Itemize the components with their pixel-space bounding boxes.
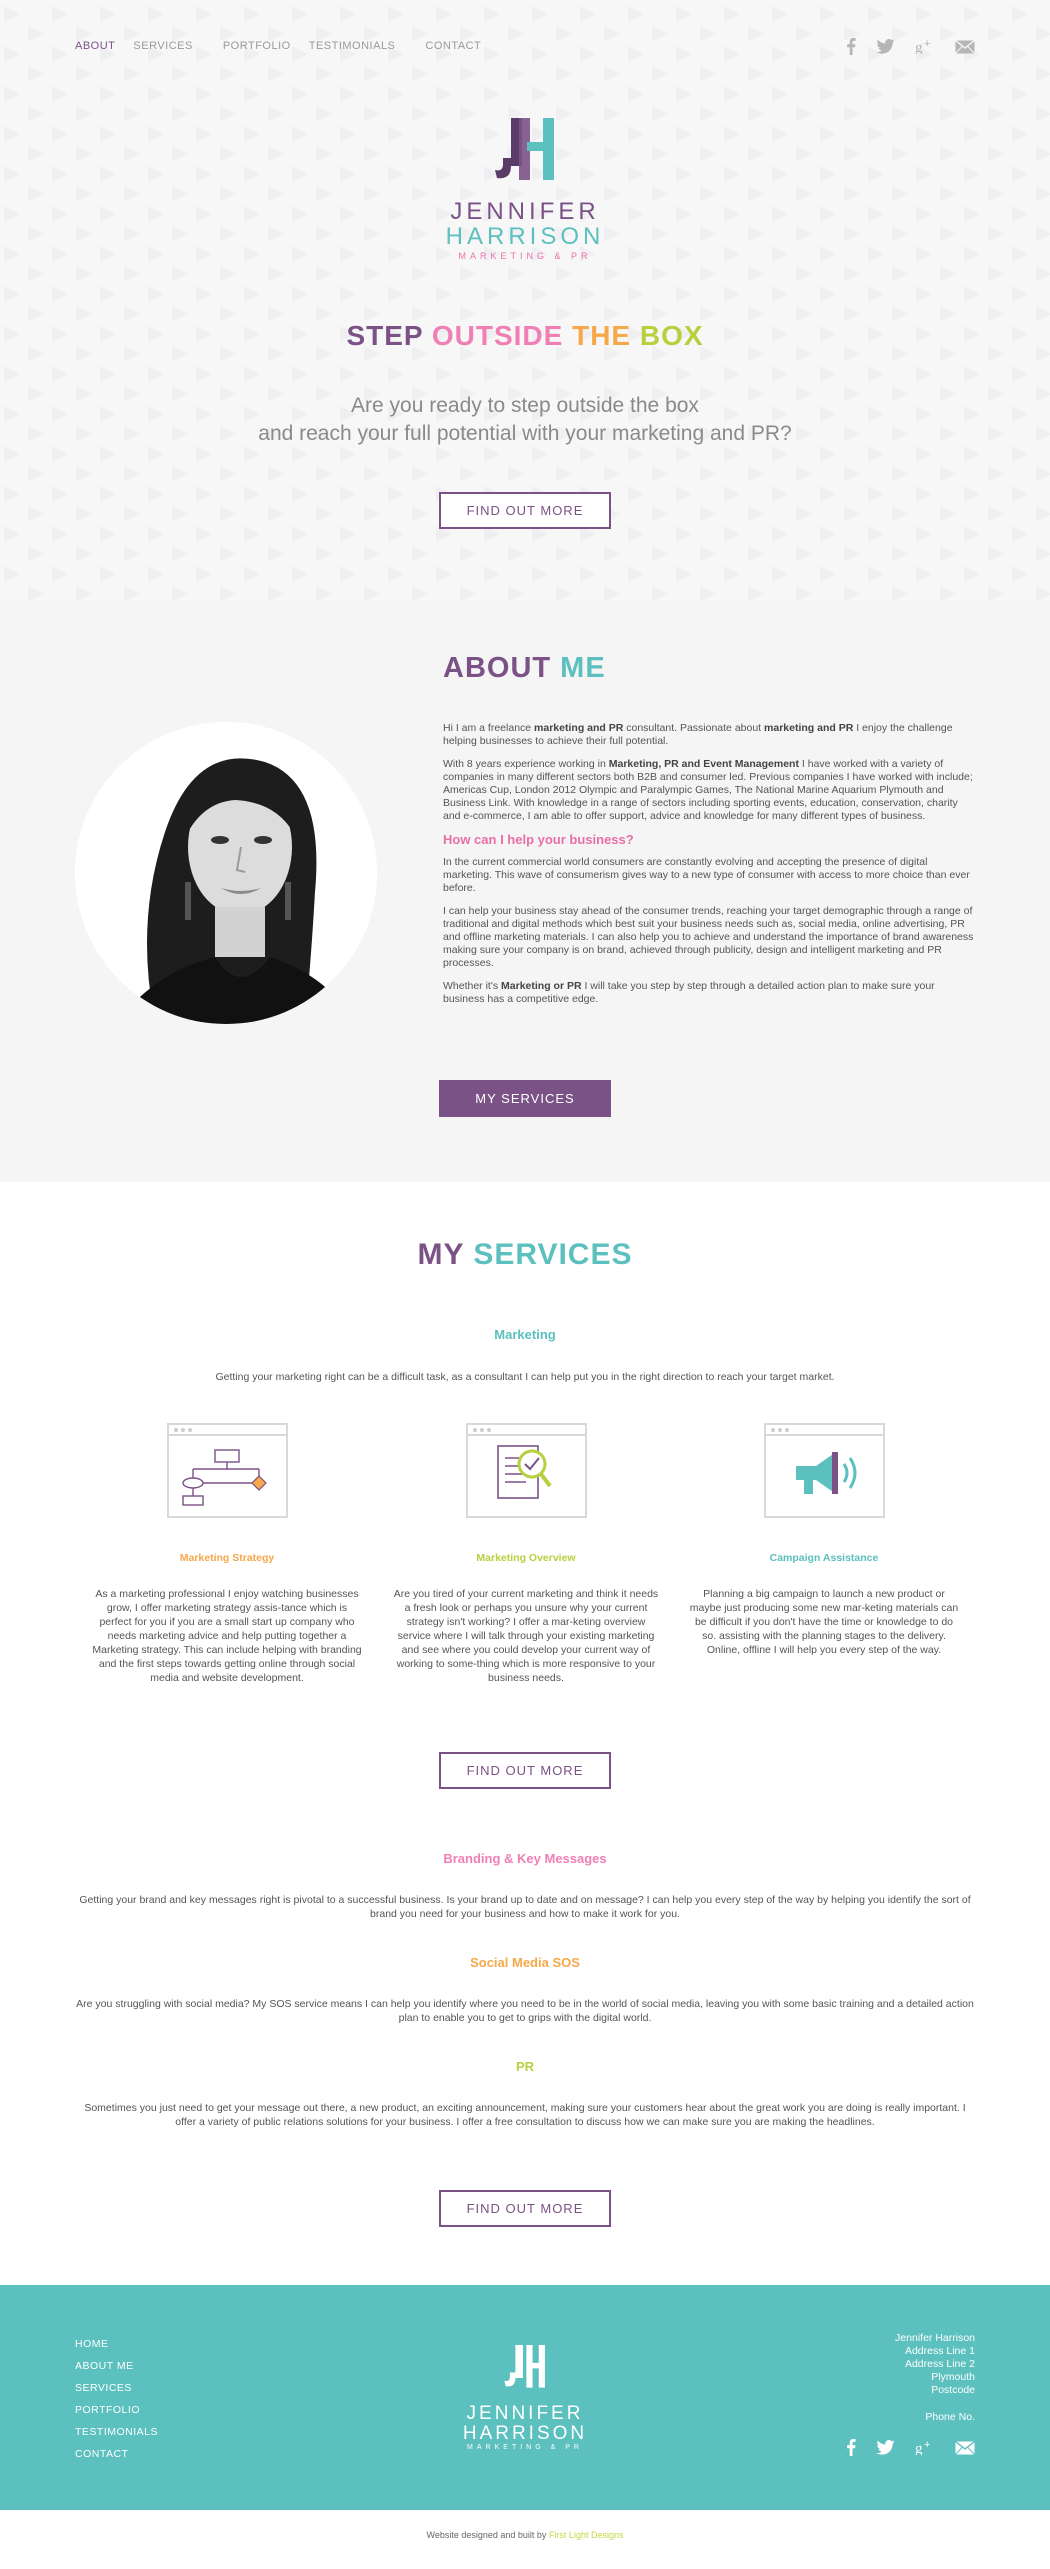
hero-subtitle xyxy=(0,392,1050,448)
pr-heading: PR xyxy=(515,2059,535,2074)
portrait-illustration xyxy=(75,722,377,1024)
credit-link[interactable]: First Light Designs xyxy=(548,2530,624,2540)
my-services-button[interactable]: MY SERVICES xyxy=(439,1080,611,1117)
marketing-heading: Marketing xyxy=(494,1327,556,1342)
card-title-campaign-assistance: Campaign Assistance xyxy=(769,1552,879,1564)
jh-monogram-logo xyxy=(497,2345,553,2389)
address-line: Postcode xyxy=(931,2384,975,2396)
pr-text: Sometimes you just need to get your message out there, a new product, an exciting announcement, making sure your customers hear about the great work you are doing is really important. I offer a variety of public relations solutions for your business. I offer a free consultation to discuss how we can make sure you are making the headlines. xyxy=(84,2102,966,2128)
footer-logo[interactable] xyxy=(0,2345,1050,2451)
footer-nav-home[interactable]: HOME xyxy=(75,2338,109,2350)
services-find-out-more-button[interactable]: FIND OUT MORE xyxy=(439,1752,611,1789)
footer-address xyxy=(895,2332,975,2424)
services-title-word: MY xyxy=(417,1238,464,1271)
hero-title-word: THE xyxy=(572,320,632,351)
jh-monogram-logo xyxy=(485,118,565,182)
site-credit xyxy=(0,2530,1050,2540)
marketing-strategy-card-icon xyxy=(167,1423,288,1518)
card-title-marketing-overview: Marketing Overview xyxy=(476,1552,576,1564)
campaign-assistance-card-icon xyxy=(764,1423,885,1518)
facebook-icon[interactable] xyxy=(846,2439,856,2456)
address-line: Plymouth xyxy=(931,2371,975,2383)
hero-section xyxy=(0,0,1050,600)
address-line: Address Line 2 xyxy=(904,2358,975,2370)
about-paragraph: With 8 years experience working in Marketing, PR and Event Management I have worked with a variety of companies in many different sectors both B2B and consumer led. Previous companies I have worked with include; Americas Cup, London 2012 Olympic and Paralympic Games, The National Marine Aquarium Plymouth and Business Link. With knowledge in a range of sectors including sporting events, education, conservation, charity and e-commerce, I am able to offer support, advice and knowledge for many different types of business. xyxy=(443,758,973,822)
about-subheading: How can I help your business? xyxy=(443,832,634,847)
about-title-word: ABOUT xyxy=(443,652,552,684)
hero-title-word: BOX xyxy=(639,320,704,351)
logo-name-line1: JENNIFER xyxy=(450,198,600,225)
logo-name-line2: HARRISON xyxy=(445,223,605,250)
megaphone-icon xyxy=(766,1436,883,1516)
nav-item-portfolio[interactable]: PORTFOLIO xyxy=(222,40,291,52)
marketing-intro: Getting your marketing right can be a difficult task, as a consultant I can help put you in the right direction to reach your target market. xyxy=(215,1371,835,1383)
site-logo[interactable] xyxy=(0,118,1050,261)
services-title xyxy=(0,1238,1050,1272)
social-links-footer xyxy=(846,2439,975,2456)
social-media-heading: Social Media SOS xyxy=(470,1955,580,1970)
profile-photo xyxy=(75,722,377,1024)
about-paragraph: I can help your business stay ahead of the consumer trends, reaching your target demographic through a range of traditional and digital methods which best suit your business needs such as, social media, online advertising, PR and offline marketing materials. I can also help you to achieve and understand the importance of brand awareness making sure your company is on brand, achieved through publicity, design and intelligent marketing and PR processes. xyxy=(443,905,974,969)
address-line: Address Line 1 xyxy=(904,2345,975,2357)
svg-text:g: g xyxy=(915,40,923,54)
card-text-campaign-assistance: Planning a big campaign to launch a new product or maybe just producing some new mar-keting materials can be difficult if you don't have the time or knowledge to do so. assisting with the planning stages to the delivery. Online, offline I will help you every step of the way. xyxy=(689,1588,959,1656)
email-icon[interactable] xyxy=(955,2441,975,2455)
nav-item-testimonials[interactable]: TESTIMONIALS xyxy=(308,40,396,52)
hero-title-word: STEP xyxy=(346,320,424,351)
credit-text: Website designed and built by xyxy=(426,2530,549,2540)
footer-nav-about-me[interactable]: ABOUT ME xyxy=(75,2360,134,2372)
footer-nav-portfolio[interactable]: PORTFOLIO xyxy=(75,2404,140,2416)
footer-nav-testimonials[interactable]: TESTIMONIALS xyxy=(75,2426,159,2438)
logo-tagline: MARKETING & PR xyxy=(458,251,592,261)
card-text-marketing-strategy: As a marketing professional I enjoy watching businesses grow, I offer marketing strategy assis-tance which is perfect for you if you are a small start up company who needs marketing advice and help putting together a Marketing strategy. This can include helping with branding and the first steps towards getting online through social media and website development. xyxy=(92,1588,362,1684)
google-plus-icon[interactable] xyxy=(915,2440,935,2455)
email-icon[interactable] xyxy=(955,40,975,54)
about-text xyxy=(443,722,978,1016)
card-text-marketing-overview: Are you tired of your current marketing and think it needs a fresh look or perhaps you unsure why your current strategy isn't working? I offer a mar-keting overview service where I will talk through your existing marketing and see where you could develop your current way of working to some-thing which is more responsive to your business needs. xyxy=(393,1588,659,1684)
address-line: Jennifer Harrison xyxy=(895,2332,975,2344)
svg-text:+: + xyxy=(924,2440,931,2451)
site-footer xyxy=(0,2285,1050,2510)
hero-title xyxy=(0,320,1050,352)
footer-logo-tagline: MARKETING & PR xyxy=(467,2444,583,2451)
twitter-icon[interactable] xyxy=(876,2440,895,2455)
facebook-icon[interactable] xyxy=(846,38,856,55)
nav-item-contact[interactable]: CONTACT xyxy=(425,40,482,52)
about-section xyxy=(0,600,1050,1182)
hero-find-out-more-button[interactable]: FIND OUT MORE xyxy=(439,492,611,529)
svg-text:g: g xyxy=(915,2441,923,2455)
footer-phone: Phone No. xyxy=(925,2411,975,2423)
social-media-text: Are you struggling with social media? My SOS service means I can help you identify where you need to be in the world of social media, leaving you with some basic training and a detailed action plan to enable you to get to grips with the digital world. xyxy=(76,1998,974,2024)
hero-subtitle-line: Are you ready to step outside the box xyxy=(351,394,699,417)
services-title-word: SERVICES xyxy=(473,1238,633,1271)
about-paragraph: In the current commercial world consumers are constantly evolving and accepting the presence of digital marketing. This wave of consumerism gives way to a new type of consumer with access to more choice than ever before. xyxy=(443,856,970,894)
svg-text:+: + xyxy=(924,39,931,50)
card-title-marketing-strategy: Marketing Strategy xyxy=(179,1552,275,1564)
about-title-word: ME xyxy=(560,652,606,684)
marketing-overview-card-icon xyxy=(466,1423,587,1518)
pr-find-out-more-button[interactable]: FIND OUT MORE xyxy=(439,2190,611,2227)
footer-logo-name-line2: HARRISON xyxy=(462,2423,588,2444)
about-paragraph: Hi I am a freelance marketing and PR consultant. Passionate about marketing and PR I enjoy the challenge helping businesses to achieve their full potential. xyxy=(443,722,953,747)
hero-title-word: OUTSIDE xyxy=(431,320,564,351)
flowchart-icon xyxy=(169,1436,286,1516)
hero-subtitle-line: and reach your full potential with your marketing and PR? xyxy=(258,422,792,445)
branding-text: Getting your brand and key messages right is pivotal to a successful business. Is your brand up to date and on message? I can help you every step of the way by helping you identify the sort of brand you need for your business and how to make it work for you. xyxy=(79,1894,971,1920)
google-plus-icon[interactable] xyxy=(915,39,935,54)
top-nav xyxy=(75,40,499,52)
nav-item-about[interactable]: ABOUT xyxy=(75,40,116,52)
about-paragraph: Whether it's Marketing or PR I will take you step by step through a detailed action plan to make sure your business has a competitive edge. xyxy=(443,980,935,1005)
document-check-icon xyxy=(468,1436,585,1516)
twitter-icon[interactable] xyxy=(876,39,895,54)
social-links-top xyxy=(846,38,975,55)
nav-item-services[interactable]: SERVICES xyxy=(133,40,193,52)
about-title xyxy=(443,652,606,685)
footer-nav-services[interactable]: SERVICES xyxy=(75,2382,132,2394)
branding-heading: Branding & Key Messages xyxy=(443,1851,607,1866)
footer-logo-name-line1: JENNIFER xyxy=(466,2403,584,2424)
footer-nav-contact[interactable]: CONTACT xyxy=(75,2448,129,2460)
